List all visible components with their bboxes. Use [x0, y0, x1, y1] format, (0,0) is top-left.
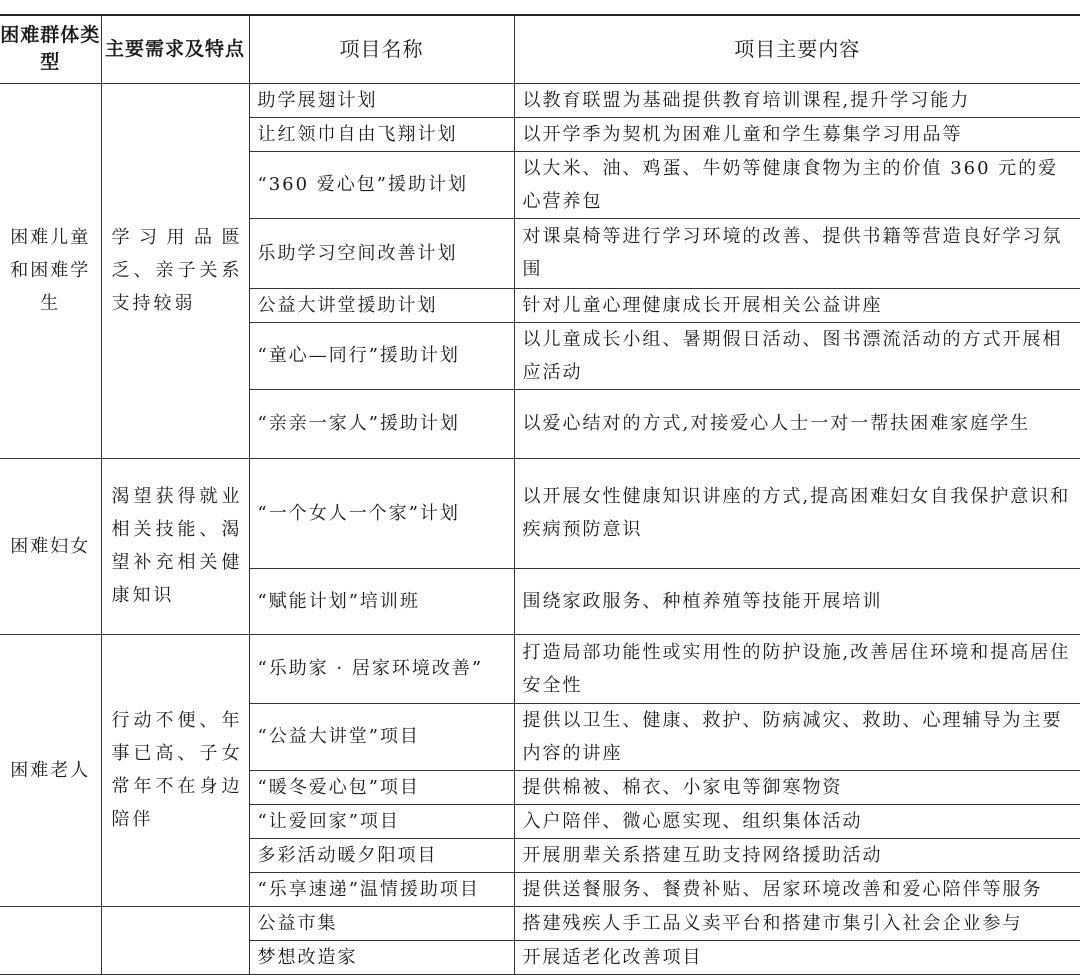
project-content: 以大米、油、鸡蛋、牛奶等健康食物为主的价值 360 元的爱心营养包 [514, 151, 1080, 218]
header-row [0, 15, 1080, 83]
project-name: “360 爱心包”援助计划 [249, 151, 514, 218]
project-name: “暖冬爱心包”项目 [249, 770, 514, 804]
project-content: 以教育联盟为基础提供教育培训课程,提升学习能力 [514, 83, 1080, 117]
project-content: 提供棉被、棉衣、小家电等御寒物资 [514, 770, 1080, 804]
assistance-projects-table [0, 14, 1080, 975]
project-content: 对课桌椅等进行学习环境的改善、提供书籍等营造良好学习氛围 [514, 218, 1080, 288]
project-content: 搭建残疾人手工品义卖平台和搭建市集引入社会企业参与 [514, 906, 1080, 940]
header-needs: 主要需求及特点 [101, 15, 249, 83]
table-row [0, 634, 1080, 703]
group-cell-elderly: 困难老人 [0, 634, 101, 906]
project-content: 围绕家政服务、种植养殖等技能开展培训 [514, 568, 1080, 634]
project-name: 让红领巾自由飞翔计划 [249, 117, 514, 151]
needs-cell-women: 渴望获得就业相关技能、渴望补充相关健康知识 [101, 458, 249, 634]
project-content: 以爱心结对的方式,对接爱心人士一对一帮扶困难家庭学生 [514, 389, 1080, 458]
project-content: 提供送餐服务、餐费补贴、居家环境改善和爱心陪伴等服务 [514, 872, 1080, 906]
project-content: 入户陪伴、微心愿实现、组织集体活动 [514, 804, 1080, 838]
header-group: 困难群体类型 [0, 15, 101, 83]
needs-cell-disabled [101, 906, 249, 974]
table-row [0, 906, 1080, 940]
project-name: 多彩活动暖夕阳项目 [249, 838, 514, 872]
project-content: 针对儿童心理健康成长开展相关公益讲座 [514, 288, 1080, 322]
group-cell-children: 困难儿童和困难学生 [0, 83, 101, 458]
project-name: “一个女人一个家”计划 [249, 458, 514, 568]
table-row [0, 83, 1080, 117]
project-content: 开展适老化改善项目 [514, 940, 1080, 974]
project-name: 公益市集 [249, 906, 514, 940]
needs-cell-children: 学习用品匮乏、亲子关系支持较弱 [101, 83, 249, 458]
project-name: 梦想改造家 [249, 940, 514, 974]
needs-cell-elderly: 行动不便、年事已高、子女常年不在身边陪伴 [101, 634, 249, 906]
project-name: 公益大讲堂援助计划 [249, 288, 514, 322]
project-content: 打造局部功能性或实用性的防护设施,改善居住环境和提高居住安全性 [514, 634, 1080, 703]
project-name: “亲亲一家人”援助计划 [249, 389, 514, 458]
project-name: “乐助家 · 居家环境改善” [249, 634, 514, 703]
project-name: “公益大讲堂”项目 [249, 703, 514, 770]
group-cell-women: 困难妇女 [0, 458, 101, 634]
project-name: 助学展翅计划 [249, 83, 514, 117]
project-content: 以儿童成长小组、暑期假日活动、图书漂流活动的方式开展相应活动 [514, 322, 1080, 389]
project-name: “让爱回家”项目 [249, 804, 514, 838]
project-content: 提供以卫生、健康、救护、防病减灾、救助、心理辅导为主要内容的讲座 [514, 703, 1080, 770]
project-name: “童心—同行”援助计划 [249, 322, 514, 389]
project-content: 以开展女性健康知识讲座的方式,提高困难妇女自我保护意识和疾病预防意识 [514, 458, 1080, 568]
header-content: 项目主要内容 [514, 15, 1080, 83]
project-name: “乐享速递”温情援助项目 [249, 872, 514, 906]
group-cell-disabled [0, 906, 101, 974]
project-name: “赋能计划”培训班 [249, 568, 514, 634]
project-content: 开展朋辈关系搭建互助支持网络援助活动 [514, 838, 1080, 872]
header-project: 项目名称 [249, 15, 514, 83]
project-content: 以开学季为契机为困难儿童和学生募集学习用品等 [514, 117, 1080, 151]
project-name: 乐助学习空间改善计划 [249, 218, 514, 288]
table-row [0, 458, 1080, 568]
